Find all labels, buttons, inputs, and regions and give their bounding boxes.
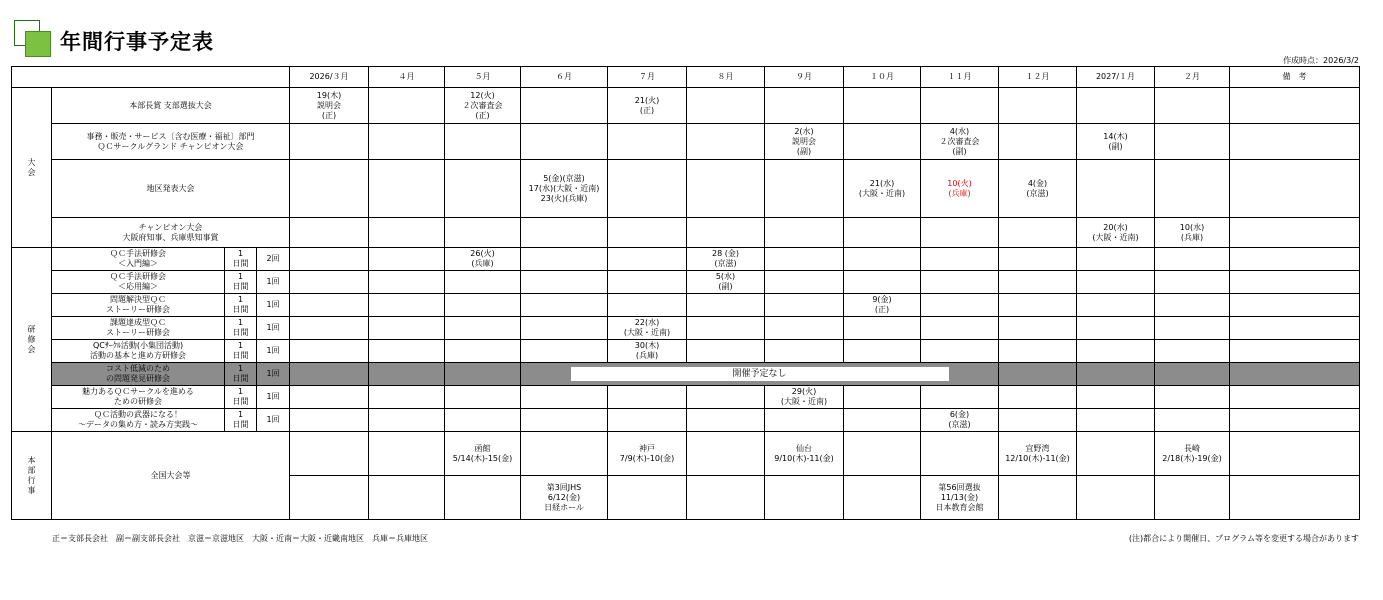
month-cell: 12(火) ２次審査会 (正) <box>445 88 521 124</box>
month-cell <box>608 218 687 248</box>
month-cell: 第3回JHS 6/12(金) 日経ホール <box>521 476 608 520</box>
month-cell <box>445 363 521 386</box>
month-cell <box>687 88 765 124</box>
month-cell <box>445 271 521 294</box>
seminar-name: ＱＣ手法研修会 ＜応用編＞ <box>52 271 225 294</box>
month-cell <box>844 271 921 294</box>
month-cell <box>369 409 445 432</box>
remarks-cell <box>1230 88 1360 124</box>
event-name: チャンピオン大会 大阪府知事、兵庫県知事賞 <box>52 218 290 248</box>
event-name: 事務・販売・サービス〔含む医療・福祉〕部門 ＱＣサークルグランド チャンピオン大会 <box>52 124 290 160</box>
month-cell: 10(火) (兵庫) <box>921 160 999 218</box>
month-cell <box>369 386 445 409</box>
seminar-times: 1回 <box>257 363 290 386</box>
month-cell <box>999 317 1077 340</box>
event-name: 地区発表大会 <box>52 160 290 218</box>
month-header: １０月 <box>844 67 921 88</box>
national-row <box>12 432 1360 476</box>
month-cell <box>1155 248 1230 271</box>
month-cell <box>844 317 921 340</box>
month-cell <box>1155 124 1230 160</box>
page-title: 年間行事予定表 <box>60 30 214 54</box>
seminar-name: ＱＣ活動の武器になる！ ～データの集め方・読み方実践～ <box>52 409 225 432</box>
month-cell <box>844 88 921 124</box>
seminar-row <box>12 294 1360 317</box>
seminar-days: 1 日間 <box>225 248 257 271</box>
month-cell: 21(水) (大阪・近南) <box>844 160 921 218</box>
month-cell <box>369 88 445 124</box>
month-cell: 26(火) (兵庫) <box>445 248 521 271</box>
month-cell <box>765 476 844 520</box>
month-cell <box>369 317 445 340</box>
category-kenshu: 研 修 会 <box>12 248 52 432</box>
month-cell <box>369 294 445 317</box>
month-cell: 22(水) (大阪・近南) <box>608 317 687 340</box>
header-blank <box>12 67 290 88</box>
month-cell <box>765 409 844 432</box>
month-cell <box>999 476 1077 520</box>
seminar-times: 1回 <box>257 271 290 294</box>
month-cell: 5(水) (副) <box>687 271 765 294</box>
month-cell <box>765 248 844 271</box>
month-cell <box>999 88 1077 124</box>
month-cell <box>1077 363 1155 386</box>
month-cell <box>445 386 521 409</box>
seminar-times: 1回 <box>257 340 290 363</box>
month-cell: 9(金) (正) <box>844 294 921 317</box>
seminar-row <box>12 340 1360 363</box>
header-row <box>12 67 1360 88</box>
month-cell <box>844 409 921 432</box>
remarks-cell <box>1230 409 1360 432</box>
month-cell <box>608 294 687 317</box>
month-header: ６月 <box>521 67 608 88</box>
month-cell <box>999 248 1077 271</box>
month-cell <box>369 476 445 520</box>
month-cell <box>687 160 765 218</box>
month-cell <box>687 317 765 340</box>
month-cell <box>844 340 921 363</box>
month-cell <box>844 248 921 271</box>
month-cell <box>921 340 999 363</box>
month-cell <box>290 294 369 317</box>
seminar-name: 課題達成型ＱＣ ストーリー研修会 <box>52 317 225 340</box>
month-cell <box>290 124 369 160</box>
national-name: 全国大会等 <box>52 432 290 520</box>
month-cell: 29(火) (大阪・近南) <box>765 386 844 409</box>
month-header: ５月 <box>445 67 521 88</box>
month-cell <box>1077 248 1155 271</box>
month-cell <box>687 340 765 363</box>
no-event-banner: 開催予定なし <box>571 367 949 381</box>
month-cell: 4(金) (京滋) <box>999 160 1077 218</box>
month-cell <box>687 386 765 409</box>
month-cell <box>445 294 521 317</box>
month-cell <box>290 363 369 386</box>
seminar-times: 1回 <box>257 409 290 432</box>
month-cell <box>445 218 521 248</box>
month-cell <box>369 124 445 160</box>
month-cell <box>369 218 445 248</box>
month-cell <box>521 218 608 248</box>
month-cell <box>1077 160 1155 218</box>
remarks-cell <box>1230 476 1360 520</box>
month-cell: 5(金)(京滋) 17(水)(大阪・近南) 23(火)(兵庫) <box>521 160 608 218</box>
month-cell: 20(水) (大阪・近南) <box>1077 218 1155 248</box>
month-cell <box>687 476 765 520</box>
month-cell <box>921 386 999 409</box>
month-cell <box>521 124 608 160</box>
change-note: (注)都合により開催日、プログラム等を変更する場合があります <box>1128 534 1359 543</box>
month-cell <box>1077 409 1155 432</box>
month-header: ７月 <box>608 67 687 88</box>
month-cell <box>1155 386 1230 409</box>
month-header: ８月 <box>687 67 765 88</box>
month-cell <box>1077 340 1155 363</box>
seminar-times: 1回 <box>257 294 290 317</box>
month-cell <box>921 294 999 317</box>
month-cell <box>1155 271 1230 294</box>
month-cell: 仙台 9/10(木)-11(金) <box>765 432 844 476</box>
seminar-days: 1 日間 <box>225 409 257 432</box>
month-cell <box>687 124 765 160</box>
month-cell <box>1155 363 1230 386</box>
month-cell <box>999 124 1077 160</box>
month-cell <box>844 432 921 476</box>
month-cell <box>765 294 844 317</box>
month-cell <box>1077 386 1155 409</box>
month-cell <box>844 476 921 520</box>
seminar-row <box>12 248 1360 271</box>
logo-icon <box>14 20 50 56</box>
no-event-cell <box>521 363 999 386</box>
month-cell <box>608 248 687 271</box>
event-row <box>12 88 1360 124</box>
month-cell: 4(水) ２次審査会 (副) <box>921 124 999 160</box>
month-cell <box>687 409 765 432</box>
month-cell <box>521 317 608 340</box>
month-header: 2026/３月 <box>290 67 369 88</box>
seminar-days: 1 日間 <box>225 386 257 409</box>
month-cell <box>521 432 608 476</box>
month-cell <box>290 409 369 432</box>
remarks-cell <box>1230 386 1360 409</box>
month-cell <box>765 160 844 218</box>
month-cell: 10(水) (兵庫) <box>1155 218 1230 248</box>
month-cell <box>844 218 921 248</box>
month-cell <box>290 248 369 271</box>
remarks-cell <box>1230 218 1360 248</box>
remarks-cell <box>1230 340 1360 363</box>
month-cell: 宜野湾 12/10(木)-11(金) <box>999 432 1077 476</box>
month-cell <box>1155 476 1230 520</box>
category-honbu: 本 部 行 事 <box>12 432 52 520</box>
month-cell <box>921 317 999 340</box>
month-cell <box>369 271 445 294</box>
month-header: ４月 <box>369 67 445 88</box>
month-cell <box>999 409 1077 432</box>
month-cell <box>608 271 687 294</box>
month-cell <box>445 124 521 160</box>
month-cell <box>290 317 369 340</box>
month-cell <box>290 271 369 294</box>
month-cell <box>1155 409 1230 432</box>
month-cell <box>369 160 445 218</box>
month-cell: 21(火) (正) <box>608 88 687 124</box>
month-cell <box>1077 294 1155 317</box>
event-row <box>12 124 1360 160</box>
month-cell <box>290 218 369 248</box>
seminar-days: 1 日間 <box>225 363 257 386</box>
month-cell <box>369 248 445 271</box>
seminar-row <box>12 386 1360 409</box>
month-cell: 19(木) 説明会 (正) <box>290 88 369 124</box>
seminar-row <box>12 271 1360 294</box>
month-cell <box>999 340 1077 363</box>
month-cell <box>999 363 1077 386</box>
month-cell <box>765 317 844 340</box>
month-cell: 神戸 7/9(木)-10(金) <box>608 432 687 476</box>
seminar-name: QCｻｰｸﾙ活動(小集団活動) 活動の基本と進め方研修会 <box>52 340 225 363</box>
month-cell <box>445 160 521 218</box>
event-name: 本部長賞 支部選抜大会 <box>52 88 290 124</box>
month-cell: 28 (金) (京滋) <box>687 248 765 271</box>
month-cell <box>765 340 844 363</box>
seminar-days: 1 日間 <box>225 271 257 294</box>
seminar-name: 魅力あるＱＣサークルを進める ための研修会 <box>52 386 225 409</box>
seminar-row <box>12 317 1360 340</box>
month-cell <box>369 363 445 386</box>
schedule-table <box>11 66 1360 520</box>
month-cell <box>290 476 369 520</box>
month-cell <box>1155 88 1230 124</box>
month-cell <box>608 160 687 218</box>
month-cell <box>921 88 999 124</box>
created-date: 作成時点：2026/3/2 <box>1283 56 1359 65</box>
month-cell <box>1155 317 1230 340</box>
month-cell <box>1155 294 1230 317</box>
seminar-name: 問題解決型ＱＣ ストーリー研修会 <box>52 294 225 317</box>
seminar-days: 1 日間 <box>225 294 257 317</box>
month-cell: 30(木) (兵庫) <box>608 340 687 363</box>
month-cell <box>290 160 369 218</box>
seminar-days: 1 日間 <box>225 340 257 363</box>
month-cell <box>608 409 687 432</box>
remarks-cell <box>1230 294 1360 317</box>
month-header: ２月 <box>1155 67 1230 88</box>
remarks-cell <box>1230 124 1360 160</box>
remarks-cell <box>1230 432 1360 476</box>
month-header: ９月 <box>765 67 844 88</box>
month-cell <box>1077 432 1155 476</box>
seminar-days: 1 日間 <box>225 317 257 340</box>
month-cell <box>687 218 765 248</box>
seminar-times: 2回 <box>257 248 290 271</box>
seminar-row <box>12 409 1360 432</box>
month-cell <box>445 409 521 432</box>
month-cell <box>687 432 765 476</box>
seminar-times: 1回 <box>257 386 290 409</box>
month-cell <box>521 409 608 432</box>
month-cell <box>921 271 999 294</box>
category-taikai: 大 会 <box>12 88 52 248</box>
month-cell <box>999 386 1077 409</box>
month-cell <box>290 386 369 409</box>
month-cell <box>844 124 921 160</box>
month-cell <box>765 271 844 294</box>
month-cell: 2(水) 説明会 (副) <box>765 124 844 160</box>
month-cell <box>521 294 608 317</box>
seminar-row <box>12 363 1360 386</box>
month-cell <box>290 432 369 476</box>
month-cell <box>369 432 445 476</box>
month-cell: 函館 5/14(木)-15(金) <box>445 432 521 476</box>
legend-note: 正＝支部長会社 副＝副支部長会社 京滋＝京滋地区 大阪・近南＝大阪・近畿南地区 兵庫＝兵庫地区 <box>52 534 428 543</box>
month-cell <box>369 340 445 363</box>
remarks-cell <box>1230 363 1360 386</box>
month-cell <box>521 88 608 124</box>
month-cell <box>765 88 844 124</box>
month-cell <box>844 386 921 409</box>
month-cell <box>521 340 608 363</box>
remarks-cell <box>1230 160 1360 218</box>
remarks-cell <box>1230 248 1360 271</box>
month-cell <box>1077 317 1155 340</box>
month-cell <box>921 432 999 476</box>
month-cell <box>521 248 608 271</box>
month-cell <box>445 317 521 340</box>
month-cell <box>445 340 521 363</box>
month-header: 2027/１月 <box>1077 67 1155 88</box>
month-header: １１月 <box>921 67 999 88</box>
month-cell <box>608 124 687 160</box>
month-cell <box>608 386 687 409</box>
seminar-name: コスト低減のため の問題発見研修会 <box>52 363 225 386</box>
month-cell <box>290 340 369 363</box>
month-cell <box>445 476 521 520</box>
month-cell <box>999 294 1077 317</box>
month-cell: 6(金) (京滋) <box>921 409 999 432</box>
month-cell <box>999 218 1077 248</box>
remarks-header: 備 考 <box>1230 67 1360 88</box>
month-cell <box>1155 160 1230 218</box>
remarks-cell <box>1230 271 1360 294</box>
event-row <box>12 218 1360 248</box>
month-cell: 第56回選抜 11/13(金) 日本教育会館 <box>921 476 999 520</box>
month-cell <box>921 248 999 271</box>
month-cell: 長崎 2/18(木)-19(金) <box>1155 432 1230 476</box>
month-cell <box>999 271 1077 294</box>
month-cell <box>1077 476 1155 520</box>
month-cell <box>521 386 608 409</box>
month-cell: 14(木) (副) <box>1077 124 1155 160</box>
month-header: １２月 <box>999 67 1077 88</box>
month-cell <box>765 218 844 248</box>
month-cell <box>1077 88 1155 124</box>
month-cell <box>687 294 765 317</box>
remarks-cell <box>1230 317 1360 340</box>
event-row <box>12 160 1360 218</box>
seminar-times: 1回 <box>257 317 290 340</box>
month-cell <box>1155 340 1230 363</box>
month-cell <box>921 218 999 248</box>
month-cell <box>521 271 608 294</box>
seminar-name: ＱＣ手法研修会 ＜入門編＞ <box>52 248 225 271</box>
month-cell <box>608 476 687 520</box>
month-cell <box>1077 271 1155 294</box>
